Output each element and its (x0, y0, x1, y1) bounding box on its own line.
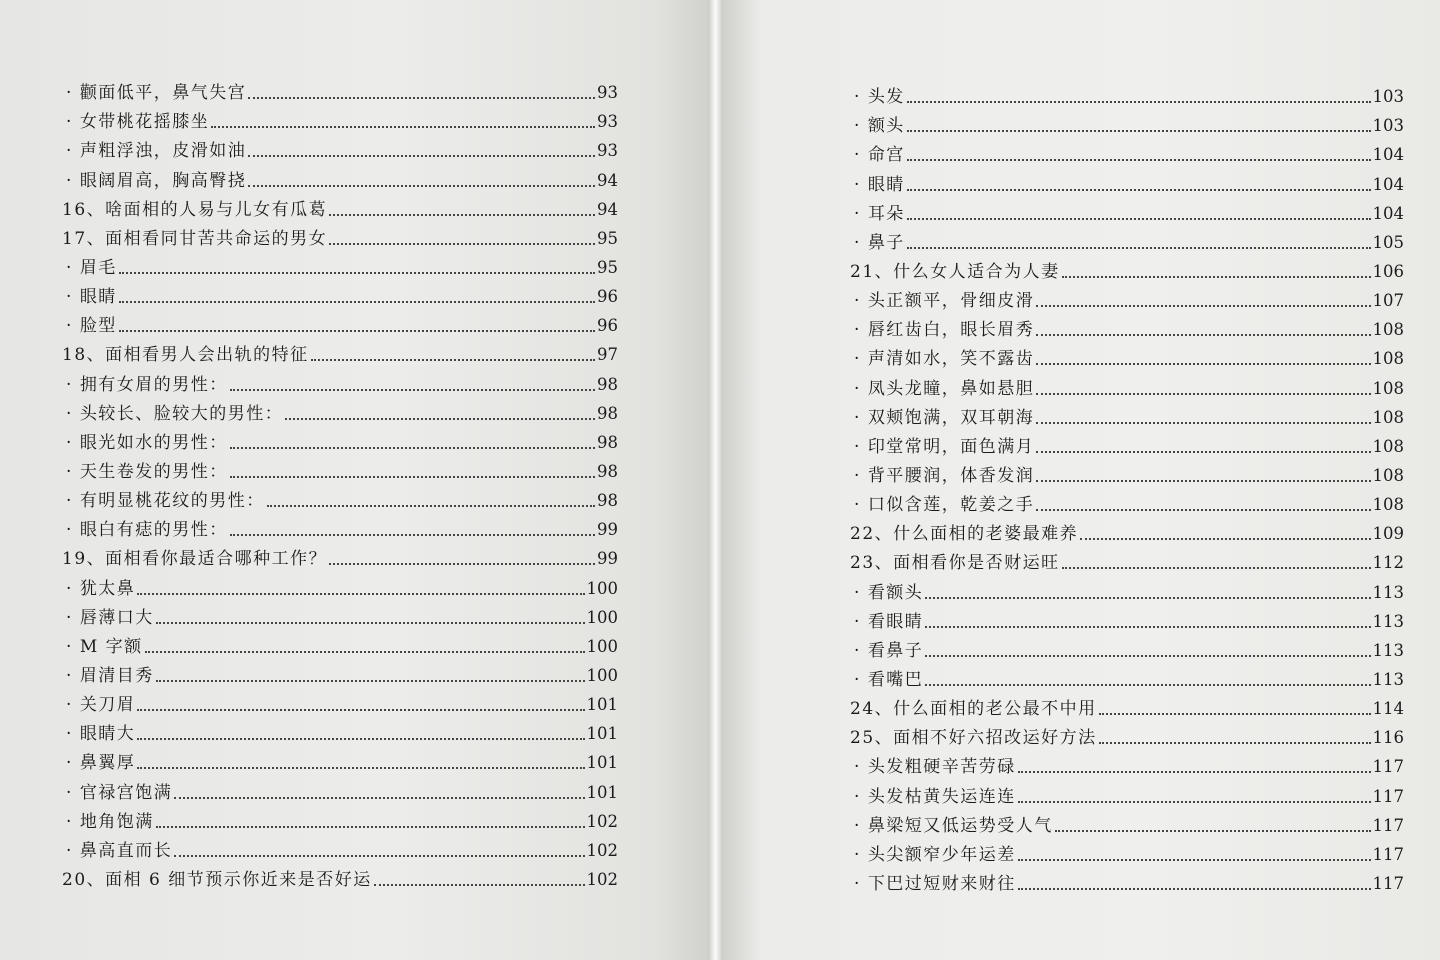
toc-entry (62, 220, 618, 249)
toc-leader-dots (248, 155, 595, 157)
toc-leader-dots (925, 597, 1370, 599)
toc-entry-title: · 天生卷发的男性： (66, 462, 228, 482)
toc-page-number: 101 (586, 782, 618, 802)
toc-leader-dots (1062, 276, 1371, 278)
toc-subentry (850, 748, 1404, 777)
toc-leader-dots (156, 622, 585, 624)
toc-entry-title: · 唇薄口大 (66, 608, 154, 628)
toc-leader-dots (907, 218, 1371, 220)
toc-page-number: 93 (597, 83, 618, 103)
toc-entry-title: · 头较长、脸较大的男性： (66, 404, 283, 424)
toc-entry-title: · 官禄宫饱满 (66, 783, 172, 803)
toc-page-number: 102 (586, 869, 618, 889)
toc-subentry (62, 74, 618, 103)
toc-entry-title: · 鼻梁短又低运势受人气 (854, 816, 1053, 836)
toc-entry-title: · 关刀眉 (66, 695, 135, 715)
toc-entry-title: 24、什么面相的老公最不中用 (850, 699, 1097, 720)
toc-subentry (62, 453, 618, 482)
toc-subentry (62, 628, 618, 657)
toc-page-number: 107 (1372, 291, 1404, 311)
toc-leader-dots (230, 534, 595, 536)
right-toc-list (850, 78, 1404, 894)
toc-page-number: 116 (1372, 728, 1404, 748)
toc-entry-title: 17、面相看同甘苦共命运的男女 (62, 228, 328, 249)
toc-subentry (850, 428, 1404, 457)
toc-leader-dots (156, 826, 585, 828)
toc-subentry (62, 773, 618, 802)
toc-page-number: 105 (1372, 232, 1404, 252)
toc-entry-title: · 头发枯黄失运连连 (854, 787, 1016, 807)
toc-page-number: 117 (1372, 815, 1404, 835)
toc-page-number: 104 (1372, 174, 1404, 194)
toc-leader-dots (311, 359, 595, 361)
toc-leader-dots (1036, 422, 1370, 424)
toc-page-number: 93 (597, 112, 618, 132)
toc-leader-dots (119, 330, 595, 332)
toc-page-number: 108 (1372, 495, 1404, 515)
toc-page-number: 108 (1372, 465, 1404, 485)
toc-leader-dots (1062, 567, 1371, 569)
toc-subentry (62, 744, 618, 773)
toc-leader-dots (248, 97, 595, 99)
toc-entry-title: · 命宫 (854, 145, 905, 165)
toc-subentry (850, 224, 1404, 253)
toc-leader-dots (1018, 888, 1371, 890)
toc-entry (62, 336, 618, 365)
toc-page-number: 99 (597, 520, 618, 540)
toc-leader-dots (329, 563, 595, 565)
toc-leader-dots (145, 651, 585, 653)
toc-page-number: 113 (1372, 582, 1404, 602)
toc-page-number: 103 (1372, 87, 1404, 107)
toc-leader-dots (1036, 509, 1370, 511)
toc-leader-dots (1099, 742, 1371, 744)
toc-subentry (850, 632, 1404, 661)
toc-entry (62, 191, 618, 220)
toc-subentry (850, 777, 1404, 806)
toc-leader-dots (174, 797, 584, 799)
toc-subentry (850, 661, 1404, 690)
toc-page-number: 100 (586, 636, 618, 656)
toc-entry-title: · 耳朵 (854, 204, 905, 224)
toc-page-number: 117 (1372, 786, 1404, 806)
toc-entry-title: 20、面相 6 细节预示你近来是否好运 (62, 869, 372, 890)
toc-entry (62, 861, 618, 890)
toc-leader-dots (1018, 771, 1371, 773)
toc-entry-title: · 背平腰润，体香发润 (854, 466, 1034, 486)
toc-entry-title: · 看嘴巴 (854, 670, 923, 690)
toc-entry (850, 544, 1404, 573)
toc-entry-title: · 额头 (854, 116, 905, 136)
toc-entry (850, 690, 1404, 719)
toc-leader-dots (1036, 393, 1370, 395)
toc-page-number: 108 (1372, 320, 1404, 340)
toc-subentry (62, 103, 618, 132)
toc-page-number: 98 (597, 403, 618, 423)
toc-entry-title: · 头发粗硬辛苦劳碌 (854, 757, 1016, 777)
toc-entry-title: 16、啥面相的人易与儿女有瓜葛 (62, 199, 328, 220)
toc-subentry (62, 657, 618, 686)
toc-entry (850, 719, 1404, 748)
toc-entry-title: · 有明显桃花纹的男性： (66, 491, 265, 511)
toc-page-number: 95 (597, 257, 618, 277)
toc-entry-title: · 眉清目秀 (66, 666, 154, 686)
toc-subentry (62, 482, 618, 511)
toc-page-number: 98 (597, 461, 618, 481)
toc-leader-dots (137, 709, 584, 711)
toc-leader-dots (907, 189, 1371, 191)
toc-page-number: 109 (1372, 524, 1404, 544)
toc-page-number: 102 (586, 811, 618, 831)
toc-subentry (850, 195, 1404, 224)
toc-page-number: 101 (586, 724, 618, 744)
toc-entry-title: · 声清如水，笑不露齿 (854, 349, 1034, 369)
toc-leader-dots (1036, 334, 1370, 336)
left-toc-list (62, 74, 618, 890)
toc-page-number: 117 (1372, 757, 1404, 777)
toc-page-number: 97 (597, 345, 618, 365)
toc-leader-dots (925, 655, 1370, 657)
toc-subentry (850, 340, 1404, 369)
toc-page-number: 100 (586, 578, 618, 598)
toc-page-number: 95 (597, 228, 618, 248)
toc-entry-title: · 双颊饱满，双耳朝海 (854, 408, 1034, 428)
toc-page-number: 113 (1372, 669, 1404, 689)
toc-leader-dots (329, 214, 595, 216)
toc-entry-title: · 女带桃花摇膝坐 (66, 112, 209, 132)
toc-subentry (850, 311, 1404, 340)
toc-entry-title: 25、面相不好六招改运好方法 (850, 728, 1097, 749)
toc-page-number: 117 (1372, 873, 1404, 893)
toc-leader-dots (230, 447, 595, 449)
toc-entry-title: · 凤头龙瞳，鼻如悬胆 (854, 379, 1034, 399)
toc-subentry (850, 573, 1404, 602)
toc-entry-title: · 声粗浮浊，皮滑如油 (66, 141, 246, 161)
toc-page-number: 94 (597, 199, 618, 219)
toc-entry-title: · 看鼻子 (854, 641, 923, 661)
toc-subentry (850, 136, 1404, 165)
toc-page-number: 93 (597, 141, 618, 161)
toc-subentry (850, 399, 1404, 428)
toc-leader-dots (907, 247, 1371, 249)
toc-entry-title: · M 字额 (66, 637, 143, 657)
toc-entry (850, 253, 1404, 282)
toc-subentry (62, 307, 618, 336)
toc-leader-dots (1018, 859, 1371, 861)
toc-entry-title: · 眼光如水的男性： (66, 433, 228, 453)
toc-subentry (62, 395, 618, 424)
toc-page-number: 108 (1372, 349, 1404, 369)
toc-leader-dots (137, 738, 584, 740)
toc-page-number: 101 (586, 695, 618, 715)
toc-entry-title: · 颧面低平，鼻气失宫 (66, 83, 246, 103)
toc-entry-title: 23、面相看你是否财运旺 (850, 553, 1060, 574)
toc-subentry (62, 278, 618, 307)
toc-subentry (850, 78, 1404, 107)
toc-entry-title: 19、面相看你最适合哪种工作？ (62, 549, 328, 570)
toc-page-number: 96 (597, 316, 618, 336)
toc-leader-dots (137, 593, 584, 595)
toc-leader-dots (119, 301, 595, 303)
toc-page-number: 94 (597, 170, 618, 190)
toc-leader-dots (267, 505, 595, 507)
toc-leader-dots (156, 680, 585, 682)
toc-subentry (850, 836, 1404, 865)
toc-leader-dots (174, 855, 584, 857)
toc-entry-title: · 头正额平，骨细皮滑 (854, 291, 1034, 311)
toc-subentry (62, 832, 618, 861)
toc-page-number: 104 (1372, 203, 1404, 223)
toc-page-number: 96 (597, 287, 618, 307)
toc-page-number: 100 (586, 665, 618, 685)
toc-page-number: 104 (1372, 145, 1404, 165)
toc-subentry (62, 424, 618, 453)
toc-page-number: 106 (1372, 261, 1404, 281)
toc-entry-title: · 眼睛 (854, 175, 905, 195)
toc-subentry (62, 249, 618, 278)
toc-leader-dots (230, 389, 595, 391)
toc-leader-dots (907, 101, 1371, 103)
toc-leader-dots (1080, 538, 1370, 540)
toc-entry-title: · 印堂常明，面色满月 (854, 437, 1034, 457)
toc-subentry (850, 369, 1404, 398)
toc-subentry (850, 165, 1404, 194)
toc-leader-dots (230, 476, 595, 478)
toc-leader-dots (374, 884, 585, 886)
toc-entry (850, 515, 1404, 544)
toc-entry-title: · 眼阔眉高，胸高臀挠 (66, 171, 246, 191)
toc-entry-title: 21、什么女人适合为人妻 (850, 261, 1060, 282)
toc-subentry (62, 715, 618, 744)
toc-entry (62, 540, 618, 569)
toc-leader-dots (1036, 480, 1370, 482)
toc-subentry (850, 486, 1404, 515)
toc-entry-title: · 看眼睛 (854, 612, 923, 632)
toc-leader-dots (329, 243, 595, 245)
toc-entry-title: 22、什么面相的老婆最难养 (850, 524, 1079, 545)
toc-entry-title: · 犹太鼻 (66, 579, 135, 599)
toc-subentry (850, 807, 1404, 836)
toc-leader-dots (907, 130, 1371, 132)
toc-page-number: 108 (1372, 436, 1404, 456)
toc-leader-dots (119, 272, 595, 274)
toc-subentry (62, 511, 618, 540)
toc-page-number: 101 (586, 753, 618, 773)
toc-entry-title: · 鼻翼厚 (66, 753, 135, 773)
toc-page-number: 113 (1372, 611, 1404, 631)
toc-page-number: 108 (1372, 378, 1404, 398)
toc-leader-dots (1099, 713, 1371, 715)
toc-page-number: 112 (1372, 553, 1404, 573)
toc-page-number: 113 (1372, 640, 1404, 660)
toc-entry-title: · 看额头 (854, 583, 923, 603)
toc-subentry (850, 603, 1404, 632)
toc-subentry (850, 282, 1404, 311)
toc-leader-dots (1055, 830, 1371, 832)
toc-leader-dots (285, 418, 595, 420)
toc-page-number: 99 (597, 549, 618, 569)
left-page (0, 0, 712, 960)
toc-page-number: 102 (586, 840, 618, 860)
toc-entry-title: · 口似含莲，乾姜之手 (854, 495, 1034, 515)
toc-leader-dots (1036, 451, 1370, 453)
toc-entry-title: · 头尖额窄少年运差 (854, 845, 1016, 865)
toc-page-number: 117 (1372, 844, 1404, 864)
toc-page-number: 98 (597, 491, 618, 511)
toc-leader-dots (137, 767, 584, 769)
toc-entry-title: · 拥有女眉的男性： (66, 375, 228, 395)
toc-entry-title: · 鼻子 (854, 233, 905, 253)
toc-leader-dots (211, 126, 595, 128)
toc-leader-dots (925, 626, 1370, 628)
toc-entry-title: · 眼白有痣的男性： (66, 520, 228, 540)
toc-entry-title: 18、面相看男人会出轨的特征 (62, 345, 309, 366)
toc-leader-dots (925, 684, 1370, 686)
toc-subentry (62, 132, 618, 161)
toc-entry-title: · 脸型 (66, 316, 117, 336)
toc-entry-title: · 眼睛大 (66, 724, 135, 744)
toc-entry-title: · 头发 (854, 87, 905, 107)
toc-entry-title: · 鼻高直而长 (66, 841, 172, 861)
toc-entry-title: · 眼睛 (66, 287, 117, 307)
toc-page-number: 108 (1372, 407, 1404, 427)
toc-leader-dots (1018, 801, 1371, 803)
toc-leader-dots (1036, 363, 1370, 365)
toc-page-number: 98 (597, 432, 618, 452)
toc-subentry (850, 457, 1404, 486)
toc-entry-title: · 眉毛 (66, 258, 117, 278)
book-gutter (708, 0, 722, 960)
toc-subentry (62, 365, 618, 394)
toc-entry-title: · 唇红齿白，眼长眉秀 (854, 320, 1034, 340)
toc-subentry (62, 803, 618, 832)
toc-subentry (62, 599, 618, 628)
toc-subentry (62, 161, 618, 190)
toc-subentry (62, 686, 618, 715)
toc-page-number: 114 (1372, 699, 1404, 719)
toc-subentry (62, 569, 618, 598)
toc-page-number: 103 (1372, 116, 1404, 136)
toc-entry-title: · 下巴过短财来财往 (854, 874, 1016, 894)
toc-leader-dots (248, 185, 595, 187)
toc-leader-dots (1036, 305, 1370, 307)
toc-subentry (850, 107, 1404, 136)
toc-leader-dots (907, 159, 1371, 161)
toc-page-number: 100 (586, 607, 618, 627)
toc-entry-title: · 地角饱满 (66, 812, 154, 832)
toc-subentry (850, 865, 1404, 894)
toc-page-number: 98 (597, 374, 618, 394)
